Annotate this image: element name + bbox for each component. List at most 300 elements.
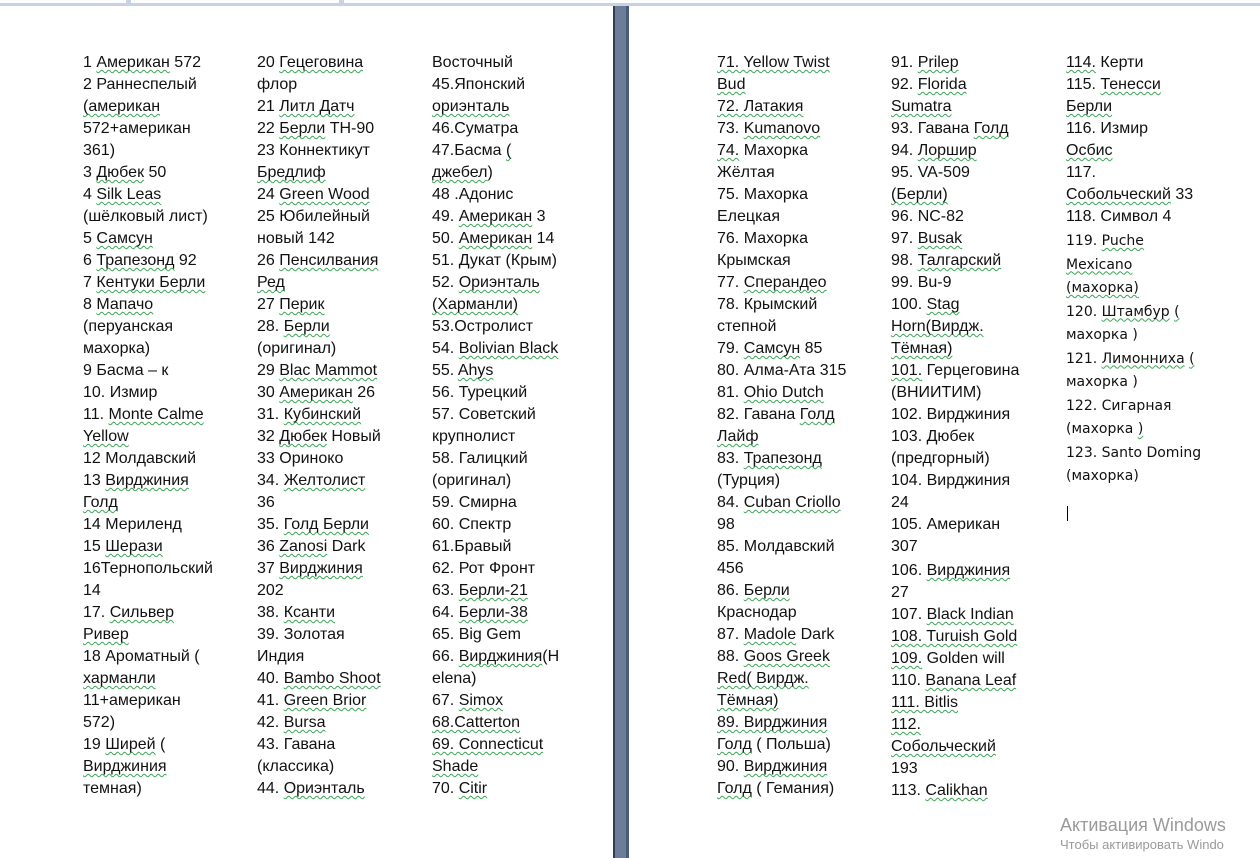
spellcheck-flagged-text: Busak [917, 230, 963, 247]
list-item [257, 294, 381, 316]
text-cursor [1067, 506, 1068, 521]
spellcheck-flagged-text: Kumanovo [743, 120, 821, 137]
list-item [717, 734, 846, 756]
list-item [257, 558, 381, 580]
item-text: 98. [891, 252, 918, 269]
item-text: 32 [257, 428, 280, 445]
document-page-right[interactable] [629, 6, 1260, 858]
item-text: (предгорный) [891, 450, 990, 467]
item-text: 70. [432, 780, 459, 797]
spellcheck-flagged-text: Американ [279, 384, 353, 401]
item-text: 83. [717, 450, 744, 467]
item-text: Dark [327, 538, 366, 555]
item-text: 50. [432, 230, 459, 247]
item-text: 121. [1066, 350, 1102, 367]
list-item [83, 250, 213, 272]
list-item [257, 514, 381, 536]
item-text: 47.Басма [432, 142, 506, 159]
text-column-1[interactable] [83, 52, 213, 800]
item-text: 73. [717, 120, 744, 137]
spellcheck-flagged-text: 109. [891, 650, 923, 667]
item-text: 107. [891, 606, 927, 623]
list-item [891, 692, 1019, 714]
item-text: 88. [717, 648, 744, 665]
item-text: 36 [257, 538, 280, 555]
item-text: Новый [326, 428, 381, 445]
item-text: 48 .Адонис [432, 186, 514, 203]
spellcheck-flagged-text: Берли [279, 120, 326, 137]
text-column-3[interactable] [432, 52, 559, 800]
item-text: 36 [257, 494, 275, 511]
item-text: 31. [257, 406, 284, 423]
spellcheck-flagged-text: 114. [1066, 54, 1096, 71]
list-item [891, 404, 1019, 426]
item-text: 46.Суматра [432, 120, 519, 137]
item-text: Dark [796, 626, 835, 643]
list-item [432, 492, 559, 514]
list-item [1066, 140, 1201, 162]
list-item [717, 492, 846, 514]
spellcheck-flagged-text: Перик [279, 296, 325, 313]
spellcheck-flagged-text: ( [1174, 303, 1180, 320]
list-item [891, 52, 1019, 74]
item-text: 105. Американ [891, 516, 1001, 533]
spellcheck-flagged-text: Sumatra [891, 98, 952, 115]
list-item [717, 184, 846, 206]
spellcheck-flagged-text: Cuban Criollo [743, 494, 841, 511]
item-text: 2 Раннеспелый [83, 76, 197, 93]
list-item [891, 250, 1019, 272]
item-text: 11+американ [83, 692, 181, 709]
list-item [257, 250, 381, 272]
list-item [717, 690, 846, 712]
list-item [1066, 184, 1201, 206]
item-text: 572 [169, 54, 201, 71]
item-text: 29 [257, 362, 280, 379]
spellcheck-flagged-text: джебел [432, 164, 488, 181]
item-text: 24 [891, 494, 909, 511]
list-item [717, 624, 846, 646]
list-item [83, 448, 213, 470]
list-item [717, 338, 846, 360]
list-item [432, 470, 559, 492]
item-text: (махорка [1066, 421, 1138, 437]
list-item [891, 448, 1019, 470]
spellcheck-flagged-text: Prilep [917, 54, 959, 71]
item-text: 39. Золотая [257, 626, 345, 643]
item-text: 84. [717, 494, 744, 511]
item-text: 92. [891, 76, 918, 93]
item-text: 120. [1066, 303, 1102, 320]
list-item [717, 228, 846, 250]
list-item [83, 140, 213, 162]
item-text: 110. [891, 672, 926, 689]
spellcheck-flagged-text: Сильвер [109, 604, 174, 621]
item-text: темная) [83, 780, 142, 797]
list-item [83, 690, 213, 712]
list-item [432, 96, 559, 118]
item-text: 96. NC-82 [891, 208, 964, 225]
list-item [432, 668, 559, 690]
item-text: 91. [891, 54, 918, 71]
spellcheck-flagged-text: (Берли) [891, 186, 948, 203]
spellcheck-flagged-text: Тенесси [1100, 76, 1161, 93]
item-text: 106. [891, 562, 927, 579]
watermark-title: Активация Windows [1060, 815, 1226, 835]
item-text: 24 [257, 186, 280, 203]
item-text: 58. Галицкий [432, 450, 528, 467]
item-text: степной [717, 318, 777, 335]
item-text: (оригинал) [432, 472, 512, 489]
spellcheck-flagged-text: Шерази [105, 538, 163, 555]
item-text: 14 [532, 230, 555, 247]
item-text: 33 Ориноко [257, 450, 344, 467]
list-item [257, 756, 381, 778]
list-item [891, 118, 1019, 140]
list-item [432, 162, 559, 184]
list-item [1066, 162, 1201, 184]
list-item [432, 118, 559, 140]
list-item [717, 294, 846, 316]
item-text: 12 Молдавский [83, 450, 197, 467]
list-item [257, 668, 381, 690]
list-item [891, 626, 1019, 648]
list-item [432, 712, 559, 734]
item-text: 80. Алма-Ата 315 [717, 362, 847, 379]
list-item [257, 448, 381, 470]
list-item [83, 360, 213, 382]
list-item [1066, 395, 1201, 419]
spellcheck-flagged-text: Лоршир [917, 142, 977, 159]
spellcheck-flagged-text: Трапезонд [96, 252, 175, 269]
list-item [257, 690, 381, 712]
item-text: Индия [257, 648, 305, 665]
list-item [83, 514, 213, 536]
spellcheck-flagged-text: Берли [1066, 98, 1113, 115]
list-item [432, 360, 559, 382]
list-item [432, 602, 559, 624]
list-item [891, 228, 1019, 250]
item-text: 11. [83, 406, 109, 423]
item-text: 361) [83, 142, 116, 159]
list-item [83, 96, 213, 118]
spellcheck-flagged-text: Mexicano [1066, 256, 1133, 273]
list-item [891, 470, 1019, 492]
list-item [83, 492, 213, 514]
tab-edge-left [0, 0, 126, 3]
item-text: (Н [542, 648, 560, 665]
item-text: 61.Бравый [432, 538, 512, 555]
item-text: 14 [83, 582, 101, 599]
item-text: 37 [257, 560, 280, 577]
item-text: 13 [83, 472, 106, 489]
item-text: махорка ) [1066, 327, 1138, 343]
list-item [891, 272, 1019, 294]
list-item [717, 206, 846, 228]
list-item [432, 426, 559, 448]
item-text: elena) [432, 670, 477, 687]
list-item [432, 338, 559, 360]
spellcheck-flagged-text: (махорка) [1066, 280, 1139, 296]
item-text: Жёлтая [717, 164, 775, 181]
spellcheck-flagged-text: Голд [973, 120, 1009, 137]
item-text: 119. [1066, 233, 1102, 249]
windows-activation-watermark [1060, 814, 1226, 854]
list-item [257, 228, 381, 250]
list-item [717, 52, 846, 74]
spellcheck-flagged-text: Дюбек [96, 164, 145, 181]
item-text: 59. Смирна [432, 494, 517, 511]
spellcheck-flagged-text: Голд [799, 406, 835, 423]
list-item [257, 96, 381, 118]
list-item [891, 514, 1019, 536]
list-item [257, 360, 381, 382]
page-separator [613, 6, 629, 858]
item-text: 118. Символ 4 [1066, 208, 1172, 225]
list-item [257, 602, 381, 624]
list-item [257, 316, 381, 338]
spellcheck-flagged-text: Green Brior [283, 692, 367, 709]
tab-edge-middle [131, 0, 339, 3]
item-text: 193 [891, 760, 918, 777]
item-text: 85. Молдавский [717, 538, 835, 555]
list-item [257, 492, 381, 514]
list-item [257, 52, 381, 74]
item-text: 51. Дукат (Крым) [432, 252, 557, 269]
item-text: 66. [432, 648, 459, 665]
spellcheck-flagged-text: Дюбек [279, 428, 327, 445]
item-text: 87. [717, 626, 744, 643]
item-text: (махорка) [1066, 468, 1139, 484]
list-item [432, 404, 559, 426]
spellcheck-flagged-text: Американ [96, 54, 170, 71]
spellcheck-flagged-text: Самсун [96, 230, 153, 247]
list-item [891, 140, 1019, 162]
item-text: 23 Коннектикут [257, 142, 370, 159]
spellcheck-flagged-text: Ahys [457, 362, 494, 379]
item-text: 5 [83, 230, 97, 247]
list-item [717, 448, 846, 470]
list-item [432, 646, 559, 668]
spellcheck-flagged-text: Собольческий [1066, 186, 1171, 203]
list-item [83, 272, 213, 294]
list-item [717, 426, 846, 448]
spellcheck-flagged-text: Ширей [105, 736, 156, 753]
spellcheck-flagged-text: Мапачо [96, 296, 154, 313]
list-item [891, 206, 1019, 228]
list-item [83, 118, 213, 140]
spellcheck-flagged-text: Желтолист [283, 472, 366, 489]
item-text: 15 [83, 538, 106, 555]
item-text: 97. [891, 230, 918, 247]
item-text: Елецкая [717, 208, 780, 225]
item-text: 3 [83, 164, 97, 181]
item-text: (классика) [257, 758, 335, 775]
list-item [257, 404, 381, 426]
spellcheck-flagged-text: Вирджиния [279, 560, 363, 577]
spellcheck-flagged-text: Берли [283, 318, 330, 335]
spellcheck-flagged-text: Ксанти [283, 604, 336, 621]
list-item [257, 712, 381, 734]
item-text: 90. [717, 758, 744, 775]
item-text: 25 Юбилейный [257, 208, 370, 225]
item-text: ( [155, 736, 166, 753]
list-item [1066, 371, 1201, 395]
spellcheck-flagged-text: Литл Датч [279, 98, 355, 115]
spellcheck-flagged-text: ( [1189, 350, 1195, 367]
spellcheck-flagged-text: Голд Берли [283, 516, 369, 533]
text-column-5[interactable] [891, 52, 1019, 802]
item-text: 55. [432, 362, 458, 379]
item-text: (шёлковый лист) [83, 208, 208, 225]
list-item [83, 74, 213, 96]
list-item [83, 338, 213, 360]
list-item [257, 184, 381, 206]
list-item [432, 74, 559, 96]
item-text: 572) [83, 714, 116, 731]
item-text: 94. [891, 142, 918, 159]
list-item [432, 272, 559, 294]
list-item [83, 426, 213, 448]
item-text: 17. [83, 604, 110, 621]
list-item [83, 52, 213, 74]
item-text: 45.Японский [432, 76, 526, 93]
item-text: 122. Сигарная [1066, 397, 1172, 414]
document-page-left[interactable] [0, 6, 613, 858]
item-text: махорка ) [1066, 374, 1138, 390]
list-item [83, 162, 213, 184]
spellcheck-flagged-text: ( [505, 142, 512, 159]
spellcheck-flagged-text: Monte Calme [108, 406, 204, 423]
item-text: 456 [717, 560, 744, 577]
spellcheck-flagged-text: Голд [83, 494, 118, 511]
text-column-6[interactable] [1066, 52, 1201, 489]
list-item [83, 712, 213, 734]
item-text: 116. Измир [1066, 120, 1149, 137]
spellcheck-flagged-text: (Харманли) [432, 296, 519, 313]
list-item [432, 734, 559, 756]
list-item [432, 558, 559, 580]
list-item [891, 648, 1019, 670]
item-text: махорка) [83, 340, 151, 357]
list-item [83, 778, 213, 800]
spellcheck-flagged-text: Calikhan [925, 782, 988, 799]
item-text: 27 [891, 584, 909, 601]
list-item [891, 536, 1019, 558]
list-item [717, 382, 846, 404]
list-item [83, 404, 213, 426]
spellcheck-flagged-text: 72. Латакия [717, 98, 804, 115]
list-item [432, 52, 559, 74]
list-item [891, 162, 1019, 184]
item-text: 54. [432, 340, 459, 357]
list-item [717, 250, 846, 272]
list-item [717, 96, 846, 118]
item-text: 18 Ароматный ( [83, 648, 200, 665]
list-item [432, 228, 559, 250]
spellcheck-flagged-text: Simox [458, 692, 504, 709]
list-item [432, 778, 559, 800]
item-text: 20 [257, 54, 280, 71]
item-text: 19 [83, 736, 106, 753]
spellcheck-flagged-text: Сперандео [743, 274, 827, 291]
list-item [257, 382, 381, 404]
list-item [257, 162, 381, 184]
item-text: 62. Рот Фронт [432, 560, 536, 577]
list-item [432, 756, 559, 778]
spellcheck-flagged-text: Американ [458, 230, 533, 247]
item-text: 43. Гавана [257, 736, 336, 753]
item-text: 53.Остролист [432, 318, 534, 335]
spellcheck-flagged-text: Кубинский [283, 406, 361, 423]
item-text: (оригинал) [257, 340, 337, 357]
list-item [83, 470, 213, 492]
list-item [1066, 418, 1201, 442]
spellcheck-flagged-text: харманли [83, 670, 156, 687]
spellcheck-flagged-text: Silk Leas [96, 186, 162, 203]
text-column-4[interactable] [717, 52, 846, 800]
spellcheck-flagged-text: 112. [891, 716, 921, 733]
spellcheck-flagged-text: Вирджиния [105, 472, 189, 489]
list-item [717, 602, 846, 624]
list-item [1066, 277, 1201, 301]
spellcheck-flagged-text: Zanosi [279, 538, 328, 555]
item-text: 8 [83, 296, 97, 313]
list-item [717, 558, 846, 580]
text-column-2[interactable] [257, 52, 381, 800]
spellcheck-flagged-text: Banana Leaf [925, 672, 1017, 689]
list-item [83, 646, 213, 668]
item-text: 79. [717, 340, 744, 357]
spellcheck-flagged-text: Берли-38 [458, 604, 528, 621]
list-item [432, 382, 559, 404]
list-item [1066, 74, 1201, 96]
item-text: Керти [1095, 54, 1144, 71]
item-text: 26 [352, 384, 375, 401]
list-item [891, 316, 1019, 338]
item-text: 307 [891, 538, 918, 555]
item-text: 44. [257, 780, 284, 797]
tab-edge-right [344, 0, 1260, 3]
list-item [257, 646, 381, 668]
item-text: 76. Махорка [717, 230, 808, 247]
spellcheck-flagged-text: Голд [717, 780, 752, 797]
list-item [1066, 230, 1201, 254]
list-item [257, 624, 381, 646]
list-item [717, 756, 846, 778]
item-text: 27 [257, 296, 280, 313]
list-item [1066, 96, 1201, 118]
spellcheck-flagged-text: Bolivian Black [458, 340, 559, 357]
spellcheck-flagged-text: Гецеговина [279, 54, 364, 71]
spellcheck-flagged-text: 108. Turuish Gold [891, 628, 1018, 645]
list-item [717, 536, 846, 558]
spellcheck-flagged-text: Bursa [283, 714, 326, 731]
item-text: 22 [257, 120, 280, 137]
spellcheck-flagged-text: 101. [891, 362, 923, 379]
item-text: 7 [83, 274, 97, 291]
spellcheck-flagged-text: Ривер [83, 626, 129, 643]
item-text: 50 [144, 164, 167, 181]
spellcheck-flagged-text: Red( Вирдж. [717, 670, 809, 687]
list-item [83, 294, 213, 316]
item-text: 99. Bu-9 [891, 274, 952, 291]
spellcheck-flagged-text: Самсун [743, 340, 801, 357]
spellcheck-flagged-text: 69. Connecticut [432, 736, 544, 753]
spellcheck-flagged-text: Берли [743, 582, 790, 599]
item-text: 82. Гавана [717, 406, 800, 423]
spellcheck-flagged-text: Ред [257, 274, 285, 291]
